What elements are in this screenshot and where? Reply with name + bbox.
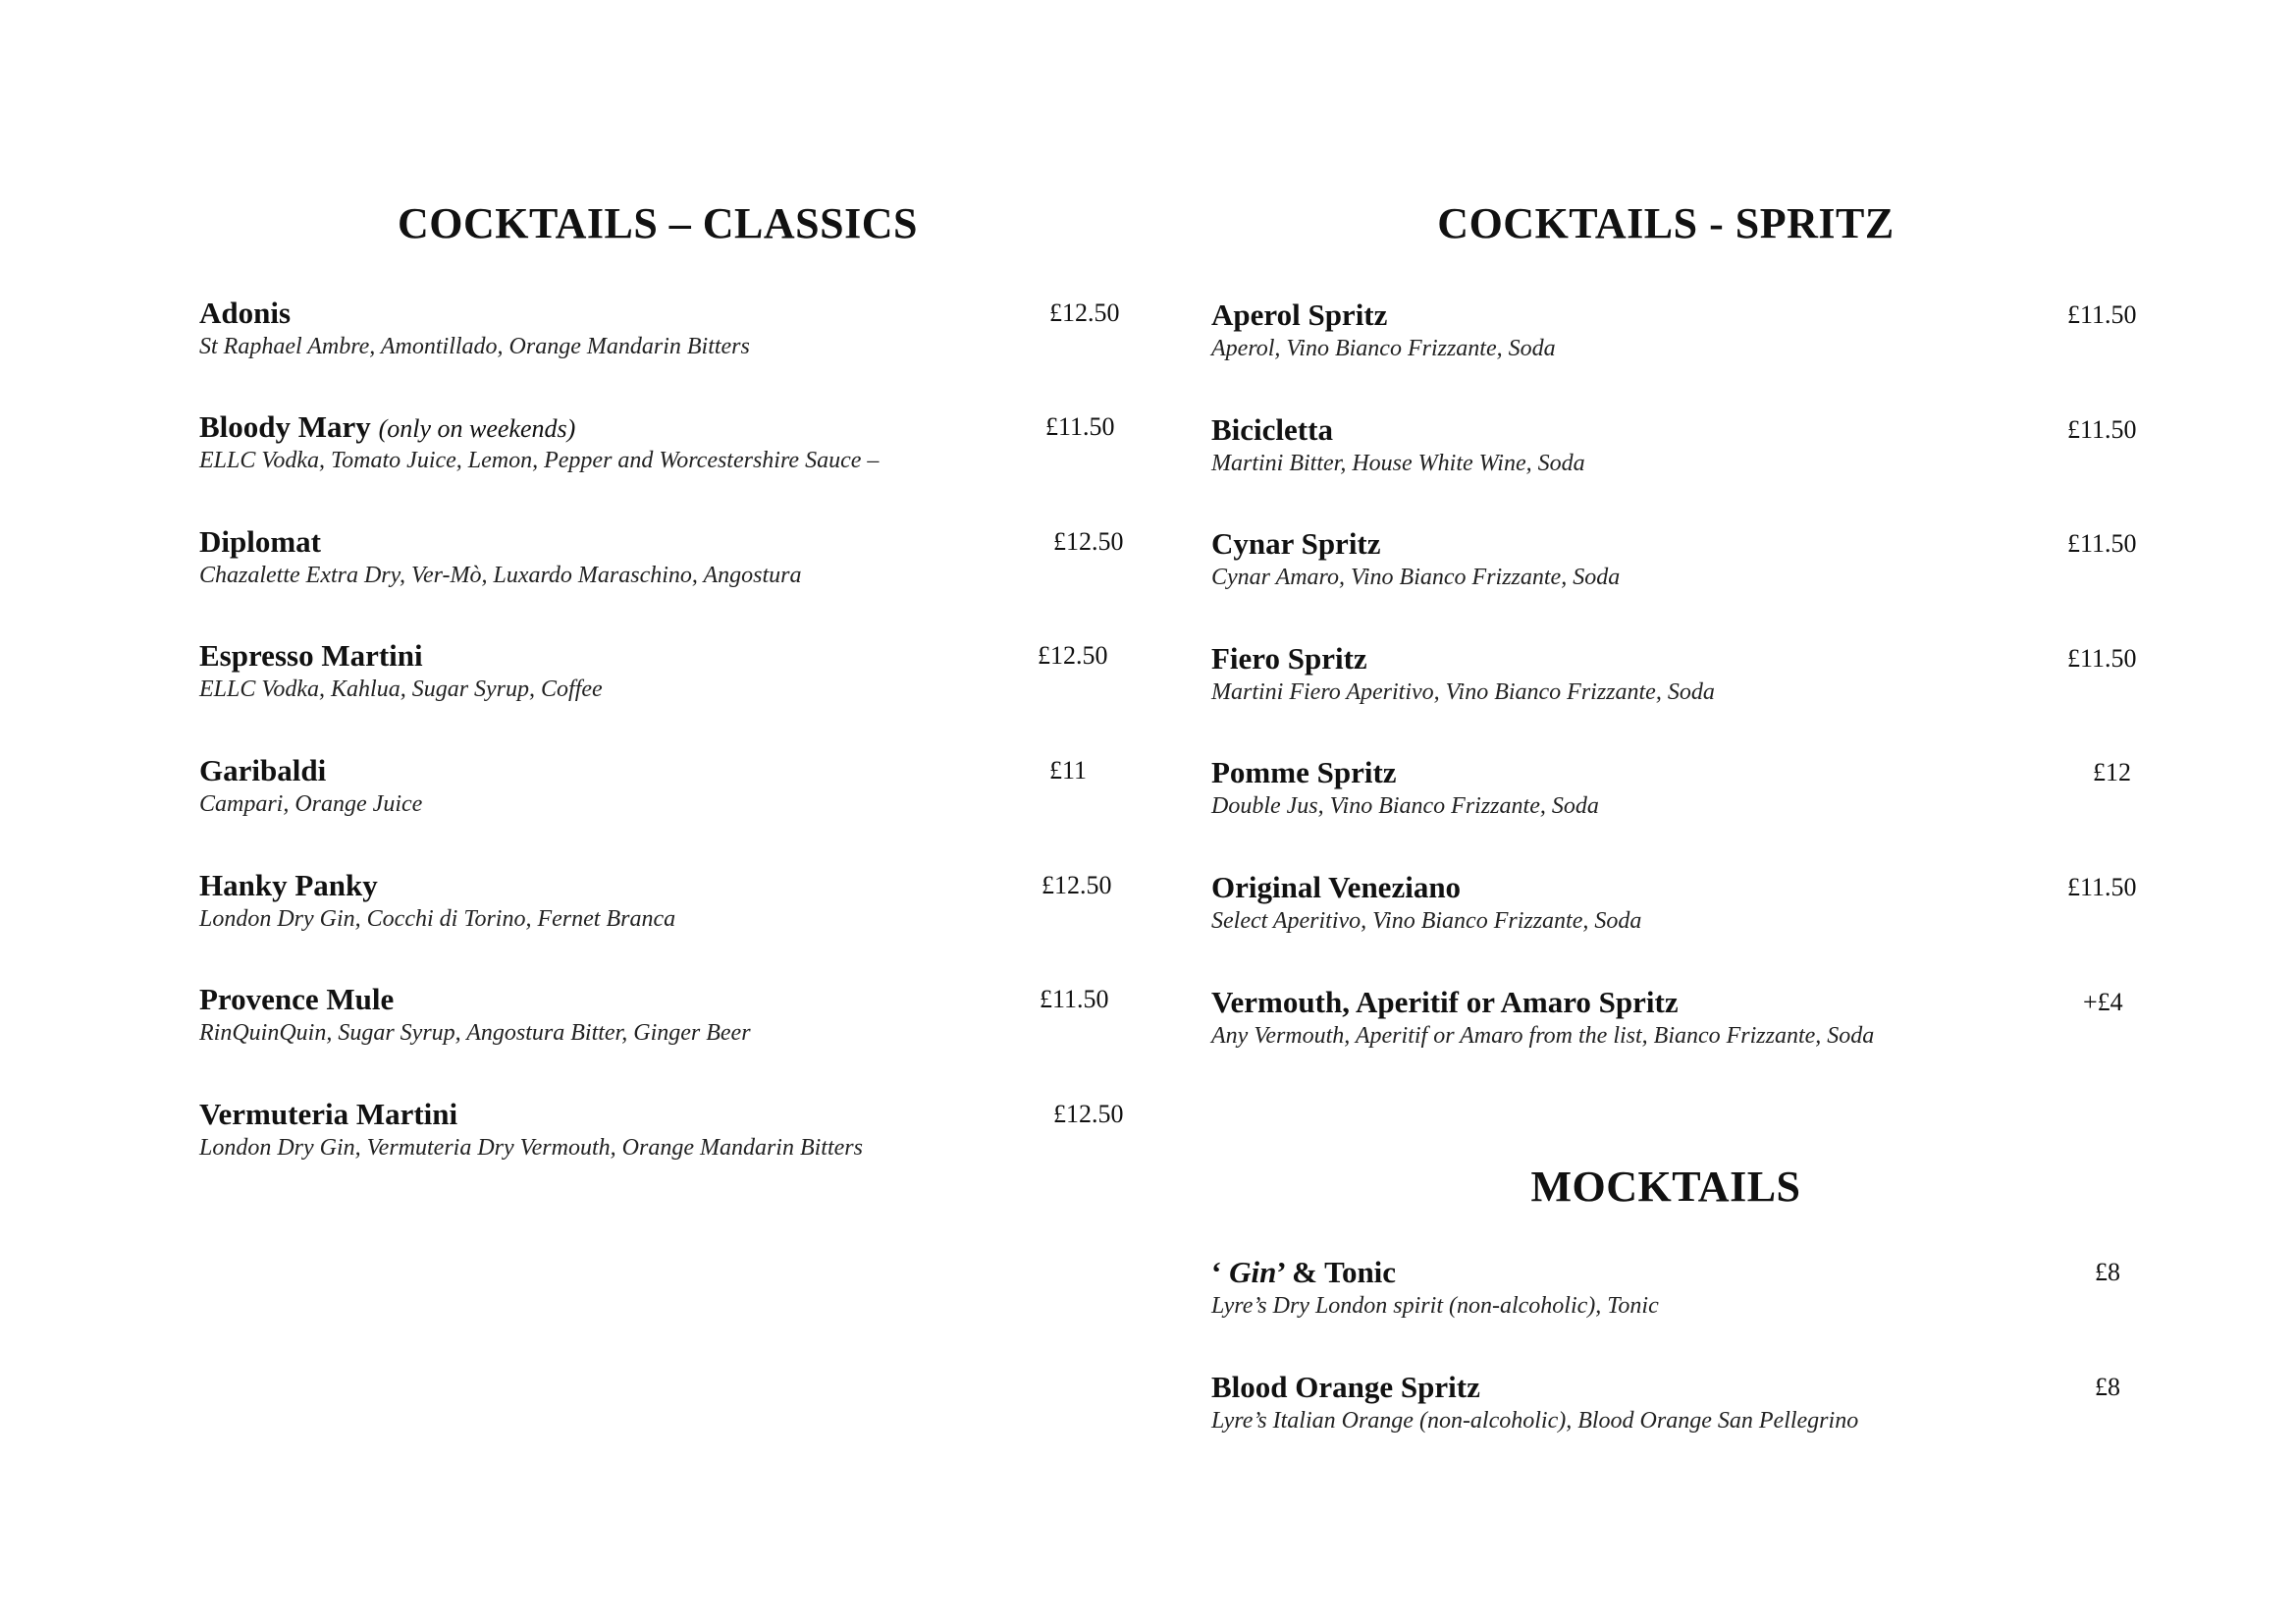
item-price: £11.50 — [2067, 300, 2137, 329]
item-note: (only on weekends) — [378, 414, 576, 443]
item-name: Fiero Spritz — [1211, 641, 1367, 676]
item-price: £12.50 — [1049, 298, 1120, 327]
item-name: Vermouth, Aperitif or Amaro Spritz — [1211, 985, 1679, 1019]
list-item-hanky-panky — [199, 867, 1112, 946]
item-description: ELLC Vodka, Kahlua, Sugar Syrup, Coffee — [199, 677, 603, 702]
list-item-provence-mule — [199, 981, 1112, 1059]
item-price: £12.50 — [1038, 641, 1108, 670]
item-name: Aperol Spritz — [1211, 298, 1388, 332]
mocktails-list — [1211, 1254, 2124, 1489]
item-price: £8 — [2095, 1258, 2120, 1286]
list-item-gin-tonic — [1211, 1254, 2124, 1332]
list-item-garibaldi — [199, 752, 1112, 831]
item-name: Garibaldi — [199, 753, 327, 787]
list-item-original-veneziano — [1211, 869, 2137, 947]
item-description: ELLC Vodka, Tomato Juice, Lemon, Pepper and Worcestershire Sauce – — [199, 448, 880, 473]
item-name: Adonis — [199, 296, 292, 330]
item-name-italic: Gin — [1229, 1255, 1277, 1289]
list-item-espresso-martini — [199, 637, 1112, 716]
list-item-cynar-spritz — [1211, 525, 2137, 604]
item-name-rest: ’ & Tonic — [1276, 1255, 1397, 1289]
item-description: Cynar Amaro, Vino Bianco Frizzante, Soda — [1211, 565, 1621, 590]
item-description: London Dry Gin, Cocchi di Torino, Fernet Branca — [199, 906, 676, 932]
item-name: Vermuteria Martini — [199, 1097, 458, 1131]
item-price: £12.50 — [1053, 1100, 1124, 1128]
item-price: £11.50 — [1045, 412, 1115, 441]
item-price: £11 — [1049, 756, 1088, 785]
item-description: Lyre’s Dry London spirit (non-alcoholic), Tonic — [1211, 1293, 1659, 1319]
list-item-vermouth-aperitif-amaro-spritz — [1211, 984, 2124, 1062]
classics-title: COCKTAILS – CLASSICS — [397, 199, 918, 247]
item-name: Hanky Panky — [199, 868, 378, 902]
item-name — [1211, 1254, 1396, 1290]
item-description: Any Vermouth, Aperitif or Amaro from the list, Bianco Frizzante, Soda — [1211, 1023, 1875, 1049]
item-price: £8 — [2095, 1373, 2120, 1401]
classics-list — [199, 295, 1124, 1178]
item-price: £11.50 — [2067, 873, 2137, 901]
item-description: Campari, Orange Juice — [199, 791, 423, 817]
list-item-adonis — [199, 295, 1120, 373]
list-item-aperol-spritz — [1211, 297, 2137, 375]
item-description: Select Aperitivo, Vino Bianco Frizzante, Soda — [1211, 908, 1642, 934]
spritz-list — [1211, 297, 2137, 1082]
item-description: RinQuinQuin, Sugar Syrup, Angostura Bitter, Ginger Beer — [199, 1020, 751, 1046]
item-price: £11.50 — [2067, 529, 2137, 558]
item-name: Espresso Martini — [199, 638, 423, 673]
item-price: £11.50 — [2067, 644, 2137, 673]
item-description: Martini Bitter, House White Wine, Soda — [1211, 451, 1585, 476]
item-name: Cynar Spritz — [1211, 526, 1381, 561]
list-item-blood-orange-spritz — [1211, 1369, 2124, 1447]
item-price: £11.50 — [2067, 415, 2137, 444]
list-item-fiero-spritz — [1211, 640, 2137, 719]
item-description: St Raphael Ambre, Amontillado, Orange Mandarin Bitters — [199, 334, 750, 359]
spritz-title: COCKTAILS - SPRITZ — [1437, 199, 1895, 247]
item-description: Lyre’s Italian Orange (non-alcoholic), Blood Orange San Pellegrino — [1211, 1408, 1859, 1434]
item-name: Bicicletta — [1211, 412, 1333, 447]
list-item-diplomat — [199, 523, 1124, 602]
item-price: £12 — [2093, 758, 2131, 786]
item-name — [199, 408, 575, 445]
item-price: £11.50 — [1040, 985, 1109, 1013]
list-item-vermuteria-martini — [199, 1096, 1124, 1174]
item-description: London Dry Gin, Vermuteria Dry Vermouth, Orange Mandarin Bitters — [199, 1135, 863, 1161]
item-name: Blood Orange Spritz — [1211, 1370, 1480, 1404]
item-name-open-quote: ‘ — [1211, 1255, 1222, 1289]
item-name-text: Bloody Mary — [199, 409, 371, 444]
item-price: £12.50 — [1053, 527, 1124, 556]
list-item-bloody-mary — [199, 408, 1115, 487]
mocktails-title: MOCKTAILS — [1530, 1163, 1801, 1211]
item-name: Original Veneziano — [1211, 870, 1462, 904]
item-name: Pomme Spritz — [1211, 755, 1397, 789]
item-description: Double Jus, Vino Bianco Frizzante, Soda — [1211, 793, 1599, 819]
item-name: Diplomat — [199, 524, 321, 559]
item-description: Martini Fiero Aperitivo, Vino Bianco Frizzante, Soda — [1211, 679, 1715, 705]
item-price: £12.50 — [1041, 871, 1112, 899]
item-price: +£4 — [2083, 988, 2123, 1016]
list-item-pomme-spritz — [1211, 754, 2131, 833]
item-description: Chazalette Extra Dry, Ver-Mò, Luxardo Maraschino, Angostura — [199, 563, 802, 588]
list-item-bicicletta — [1211, 411, 2137, 490]
item-name: Provence Mule — [199, 982, 395, 1016]
item-description: Aperol, Vino Bianco Frizzante, Soda — [1211, 336, 1556, 361]
